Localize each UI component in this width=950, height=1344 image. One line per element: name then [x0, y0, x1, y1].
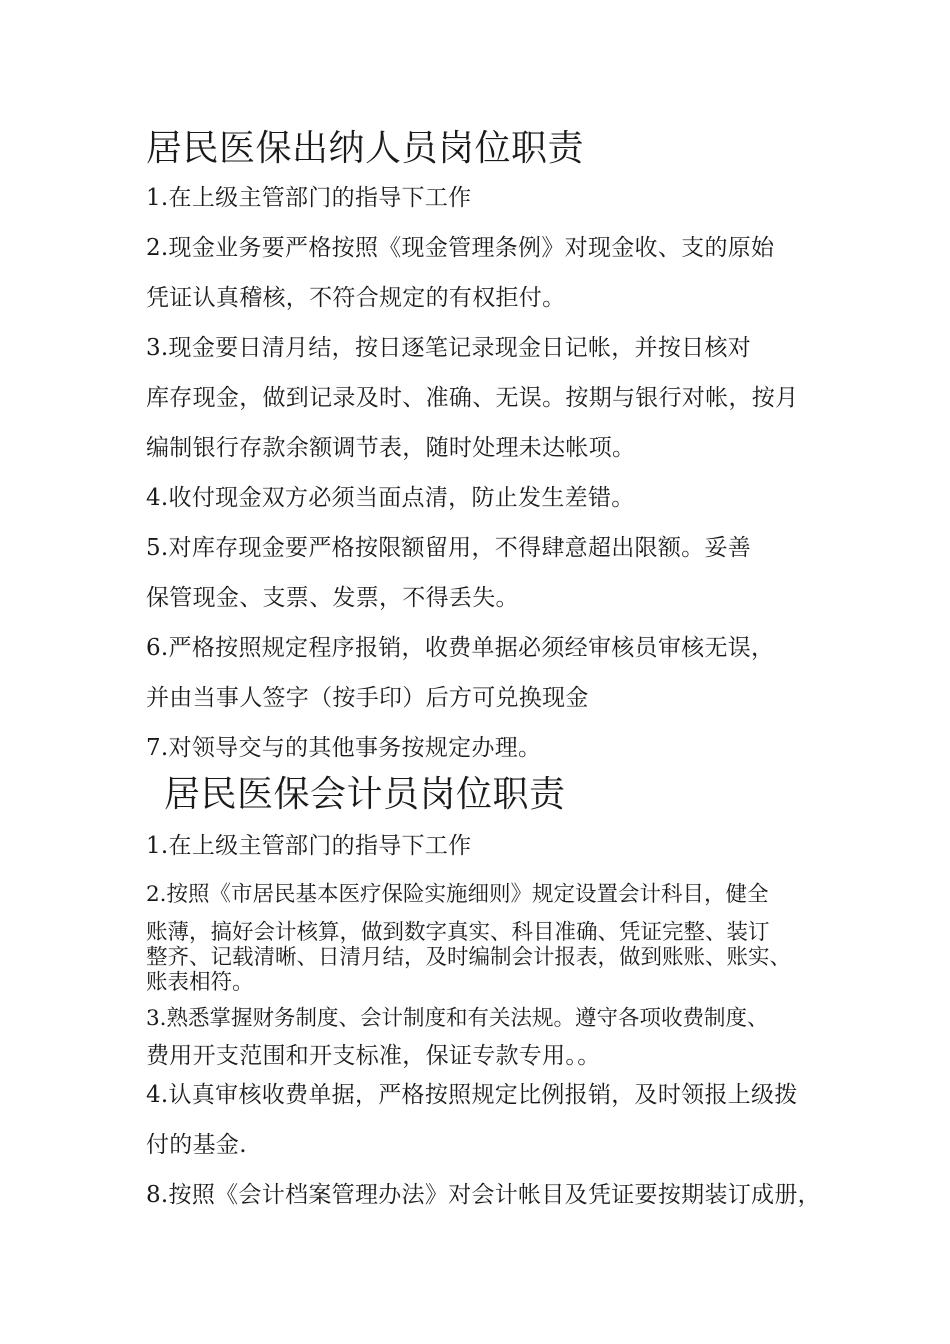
section1-line: 库存现金，做到记录及时、准确、无误。按期与银行对帐，按月: [146, 385, 799, 411]
section2-line: 3.熟悉掌握财务制度、会计制度和有关法规。遵守各项收费制度、: [146, 1006, 769, 1031]
section1-title: 居民医保出纳人员岗位职责: [146, 128, 585, 169]
section2-line: 2.按照《市居民基本医疗保险实施细则》规定设置会计科目，健全: [146, 882, 769, 907]
section2-line: 账薄，搞好会计核算，做到数字真实、科目准确、凭证完整、装订: [146, 920, 770, 945]
section1-line: 7.对领导交与的其他事务按规定办理。: [146, 735, 542, 761]
section2-line: 8.按照《会计档案管理办法》对会计帐目及凭证要按期装订成册，: [146, 1182, 821, 1208]
section1-line: 凭证认真稽核，不符合规定的有权拒付。: [146, 285, 566, 311]
section2-line: 费用开支范围和开支标准，保证专款专用。。: [146, 1043, 601, 1069]
section2-line: 账表相符。: [146, 970, 254, 995]
section1-line: 并由当事人签字（按手印）后方可兑换现金: [146, 685, 589, 711]
section1-line: 6.严格按照规定程序报销，收费单据必须经审核员审核无误，: [146, 635, 775, 661]
section1-line: 1.在上级主管部门的指导下工作: [146, 185, 472, 211]
section1-line: 2.现金业务要严格按照《现金管理条例》对现金收、支的原始: [146, 235, 775, 261]
section1-line: 3.现金要日清月结，按日逐笔记录现金日记帐，并按日核对: [146, 335, 752, 361]
section2-line: 付的基金.: [146, 1132, 247, 1158]
section1-line: 编制银行存款余额调节表，随时处理未达帐项。: [146, 435, 636, 461]
section1-line: 4.收付现金双方必须当面点清，防止发生差错。: [146, 485, 635, 511]
section2-title: 居民医保会计员岗位职责: [164, 774, 566, 815]
section1-line: 5.对库存现金要严格按限额留用，不得肆意超出限额。妥善: [146, 535, 752, 561]
section2-line: 整齐、记载清晰、日清月结，及时编制会计报表，做到账账、账实、: [146, 945, 792, 970]
section1-line: 保管现金、支票、发票，不得丢失。: [146, 585, 519, 611]
section2-line: 1.在上级主管部门的指导下工作: [146, 833, 472, 859]
section2-line: 4.认真审核收费单据，严格按照规定比例报销，及时领报上级拨: [146, 1082, 798, 1108]
